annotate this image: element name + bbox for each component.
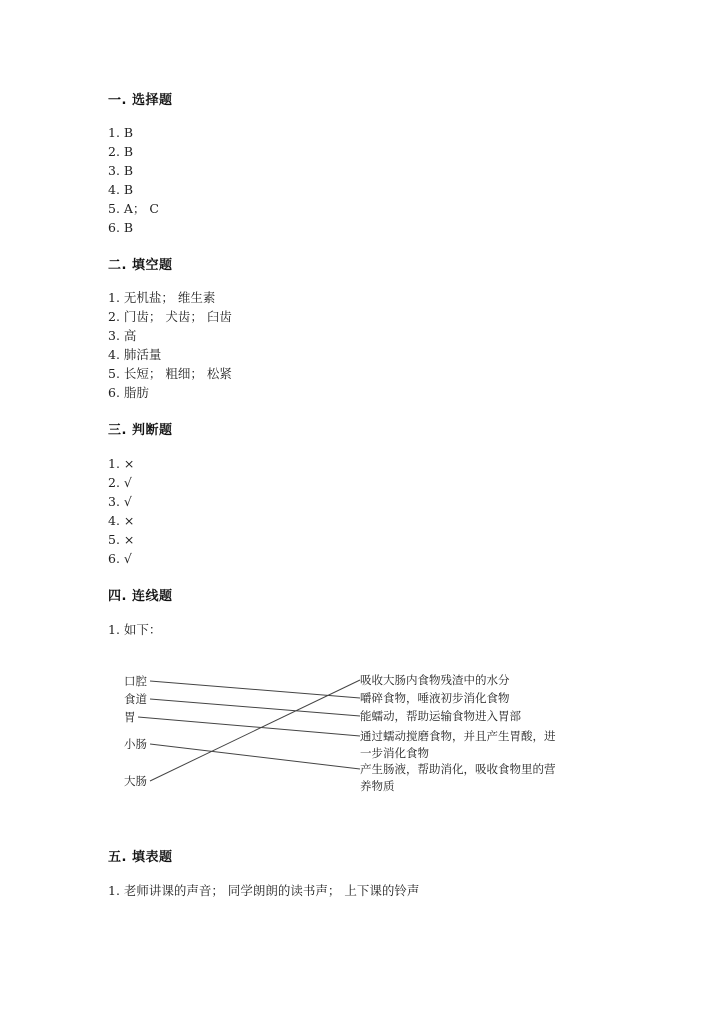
answer-item: 3. B (108, 163, 134, 178)
answer-item: 6. 脂肪 (108, 385, 149, 400)
match-line (150, 680, 360, 781)
match-right-label: 通过蠕动搅磨食物，并且产生胃酸，进 (360, 729, 556, 743)
answer-item: 2. B (108, 144, 134, 159)
answer-item: 5. × (108, 532, 135, 547)
match-left-label: 食道 (124, 692, 147, 706)
answer-item: 1. 如下： (108, 622, 162, 637)
match-left-label: 胃 (124, 710, 136, 724)
match-right-label: 能蠕动，帮助运输食物进入胃部 (360, 709, 521, 723)
matching-lines (138, 680, 360, 781)
answer-item: 4. 肺活量 (108, 347, 162, 362)
answer-item: 4. × (108, 513, 135, 528)
match-left-label: 小肠 (124, 737, 147, 751)
table-answers (108, 881, 419, 900)
answer-item: 1. 老师讲课的声音； 同学朗朗的读书声； 上下课的铃声 (108, 883, 420, 898)
match-right-label: 产生肠液，帮助消化，吸收食物里的营 (360, 762, 556, 776)
judge-answers (108, 454, 134, 568)
section-title-judge: 三. 判断题 (108, 423, 173, 438)
match-right-label: 吸收大肠内食物残渣中的水分 (360, 673, 510, 687)
answer-item: 6. √ (108, 551, 132, 566)
answer-item: 5. 长短； 粗细； 松紧 (108, 366, 232, 381)
answer-item: 6. B (108, 220, 134, 235)
section-title-choice: 一. 选择题 (108, 93, 173, 108)
matching-diagram (118, 668, 598, 818)
match-line (150, 699, 360, 716)
answer-item: 3. 高 (108, 328, 137, 343)
match-answers (108, 620, 161, 639)
section-title-match: 四. 连线题 (108, 589, 173, 604)
match-line (150, 744, 360, 769)
section-title-fill: 二. 填空题 (108, 258, 173, 273)
choice-answers (108, 123, 159, 237)
match-left-label: 口腔 (124, 674, 147, 688)
match-right-label: 一步消化食物 (360, 746, 429, 760)
answer-item: 3. √ (108, 494, 132, 509)
match-left-label: 大肠 (124, 774, 147, 788)
matching-right-labels (360, 673, 556, 793)
match-right-label: 嚼碎食物，唾液初步消化食物 (360, 691, 510, 705)
fill-answers (108, 288, 232, 402)
answer-item: 5. A； C (108, 201, 159, 216)
answer-item: 1. × (108, 456, 135, 471)
matching-left-labels (124, 674, 147, 788)
answer-item: 2. 门齿； 犬齿； 臼齿 (108, 309, 232, 324)
match-right-label: 养物质 (360, 779, 395, 793)
answer-item: 1. B (108, 125, 134, 140)
answer-item: 1. 无机盐； 维生素 (108, 290, 216, 305)
section-title-table: 五. 填表题 (108, 850, 173, 865)
answer-item: 2. √ (108, 475, 132, 490)
answer-item: 4. B (108, 182, 134, 197)
